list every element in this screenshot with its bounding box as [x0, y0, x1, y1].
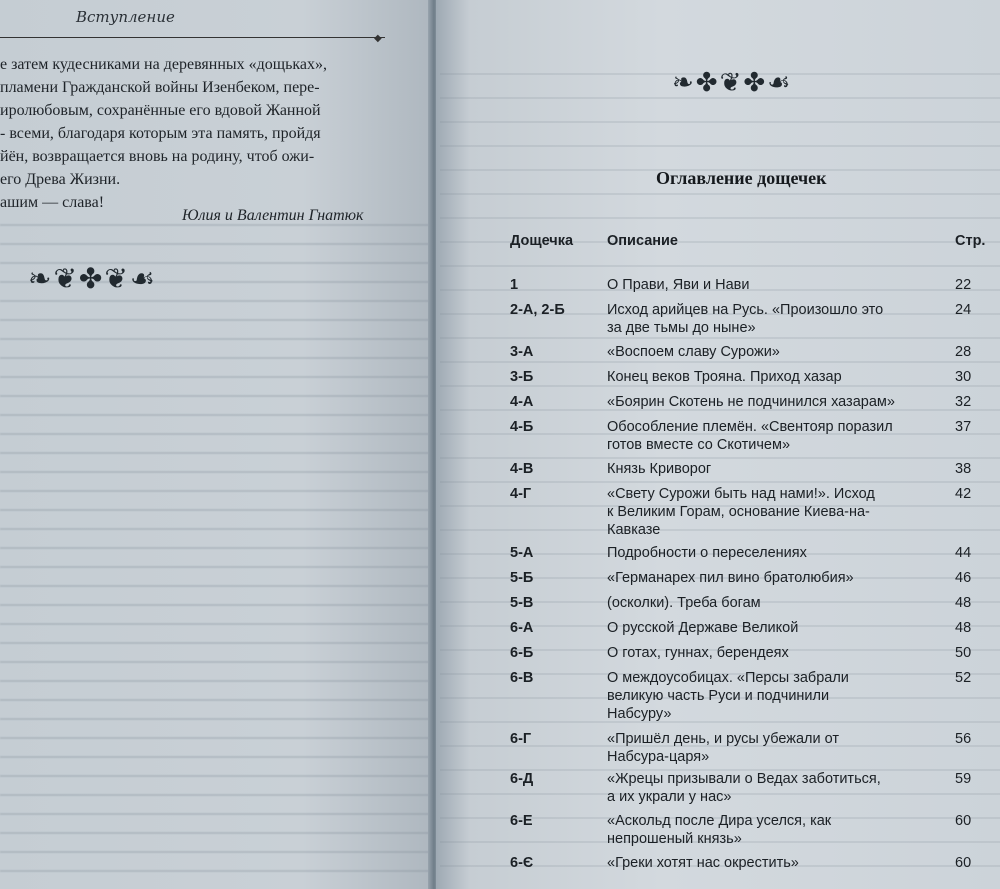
- description-line: Исход арийцев на Русь. «Произошло это: [607, 302, 884, 318]
- page-title: Оглавление дощечек: [656, 168, 827, 188]
- tablet-description: [607, 343, 952, 361]
- description-line: Набсура-царя»: [607, 749, 710, 765]
- page-number: 38: [955, 461, 972, 477]
- column-header-page: Стр.: [955, 233, 986, 249]
- tablet-description: [607, 393, 952, 411]
- tablet-description: [607, 485, 952, 539]
- authors-signature: Юлия и Валентин Гнатюк: [182, 207, 364, 224]
- page-number: 60: [955, 855, 972, 871]
- description-line: «Свету Сурожи быть над нами!». Исход: [607, 486, 875, 502]
- description-line: Кавказе: [607, 522, 661, 538]
- description-line: «Греки хотят нас окрестить»: [607, 855, 799, 871]
- running-head: Вступление: [76, 8, 175, 26]
- tablet-description: [607, 669, 952, 723]
- preface-line: йён, возвращается вновь на родину, чтоб ожи-: [0, 148, 315, 165]
- description-line: «Боярин Скотень не подчинился хазарам»: [607, 394, 895, 410]
- page-number: 30: [955, 369, 972, 385]
- description-line: «Жрецы призывали о Ведах заботиться,: [607, 771, 881, 787]
- tablet-description: [607, 418, 952, 454]
- description-line: «Аскольд после Дира уселся, как: [607, 813, 832, 829]
- tablet-number: 6-А: [510, 620, 534, 636]
- floral-ornament-icon: ❧❦✤❦☙: [28, 262, 157, 295]
- description-line: О готах, гуннах, берендеях: [607, 645, 789, 661]
- tablet-number: 4-А: [510, 394, 534, 410]
- preface-line: пламени Гражданской войны Изенбеком, пере-: [0, 79, 320, 96]
- page-number: 48: [955, 595, 972, 611]
- description-line: О междоусобицах. «Персы забрали: [607, 670, 849, 686]
- description-line: готов вместе со Скотичем»: [607, 437, 791, 453]
- bleed-through-text: [440, 70, 1000, 889]
- description-line: (осколки). Треба богам: [607, 595, 761, 611]
- description-line: Подробности о переселениях: [607, 545, 807, 561]
- page-number: 22: [955, 277, 972, 293]
- tablet-number: 5-А: [510, 545, 534, 561]
- page-number: 52: [955, 670, 972, 686]
- tablet-number: 2-А, 2-Б: [510, 302, 565, 318]
- preface-line: его Древа Жизни.: [0, 171, 121, 188]
- tablet-description: [607, 544, 952, 562]
- description-line: О Прави, Яви и Нави: [607, 277, 750, 293]
- description-line: непрошеный князь»: [607, 831, 742, 847]
- preface-text: [0, 53, 395, 214]
- page-number: 56: [955, 731, 972, 747]
- tablet-description: [607, 730, 952, 766]
- page-number: 28: [955, 344, 972, 360]
- page-number: 24: [955, 302, 972, 318]
- tablet-number: 6-Е: [510, 813, 533, 829]
- page-number: 37: [955, 419, 972, 435]
- preface-line: - всеми, благодаря которым эта память, пройдя: [0, 125, 321, 142]
- description-line: великую часть Руси и подчинили: [607, 688, 830, 704]
- tablet-number: 4-Г: [510, 486, 532, 502]
- tablet-description: [607, 368, 952, 386]
- description-line: а их украли у нас»: [607, 789, 732, 805]
- tablet-description: [607, 854, 952, 872]
- page-number: 32: [955, 394, 972, 410]
- tablet-number: 5-В: [510, 595, 534, 611]
- tablet-description: [607, 770, 952, 806]
- description-line: Набсуру»: [607, 706, 672, 722]
- tablet-description: [607, 812, 952, 848]
- tablet-number: 3-Б: [510, 369, 534, 385]
- description-line: «Германарех пил вино братолюбия»: [607, 570, 854, 586]
- description-line: за две тьмы до ныне»: [607, 320, 756, 336]
- preface-line: иролюбовым, сохранённые его вдовой Жанной: [0, 102, 321, 119]
- tablet-number: 5-Б: [510, 570, 534, 586]
- column-header-description: Описание: [607, 233, 678, 249]
- description-line: Обособление племён. «Свентояр поразил: [607, 419, 893, 435]
- page-number: 59: [955, 771, 972, 787]
- preface-line: ашим — слава!: [0, 194, 105, 211]
- description-line: к Великим Горам, основание Киева-на-: [607, 504, 870, 520]
- tablet-number: 4-Б: [510, 419, 534, 435]
- tablet-description: [607, 460, 952, 478]
- tablet-number: 6-Г: [510, 731, 532, 747]
- page-number: 48: [955, 620, 972, 636]
- tablet-number: 3-А: [510, 344, 534, 360]
- tablet-number: 6-Є: [510, 855, 534, 871]
- description-line: Конец веков Трояна. Приход хазар: [607, 369, 842, 385]
- tablet-number: 6-В: [510, 670, 534, 686]
- floral-ornament-icon: ❧✤❦✤☙: [672, 68, 793, 98]
- tablet-description: [607, 301, 952, 337]
- bleed-through-text: [0, 220, 430, 889]
- page-number: 60: [955, 813, 972, 829]
- rule-end-ornament-icon: ◆: [374, 33, 382, 44]
- tablet-number: 1: [510, 277, 519, 293]
- tablet-description: [607, 644, 952, 662]
- column-header-tablet: Дощечка: [510, 233, 574, 249]
- preface-line: е затем кудесниками на деревянных «дощьках»,: [0, 56, 328, 73]
- description-line: «Воспоем славу Сурожи»: [607, 344, 780, 360]
- tablet-number: 6-Б: [510, 645, 534, 661]
- left-page: [0, 0, 432, 889]
- tablet-description: [607, 594, 952, 612]
- tablet-number: 6-Д: [510, 771, 534, 787]
- description-line: Князь Криворог: [607, 461, 712, 477]
- page-number: 42: [955, 486, 972, 502]
- description-line: «Пришёл день, и русы убежали от: [607, 731, 839, 747]
- page-number: 46: [955, 570, 972, 586]
- tablet-description: [607, 569, 952, 587]
- page-number: 50: [955, 645, 972, 661]
- header-rule: [0, 37, 385, 38]
- tablet-number: 4-В: [510, 461, 534, 477]
- description-line: О русской Державе Великой: [607, 620, 799, 636]
- tablet-description: [607, 619, 952, 637]
- tablet-description: [607, 276, 952, 294]
- page-number: 44: [955, 545, 972, 561]
